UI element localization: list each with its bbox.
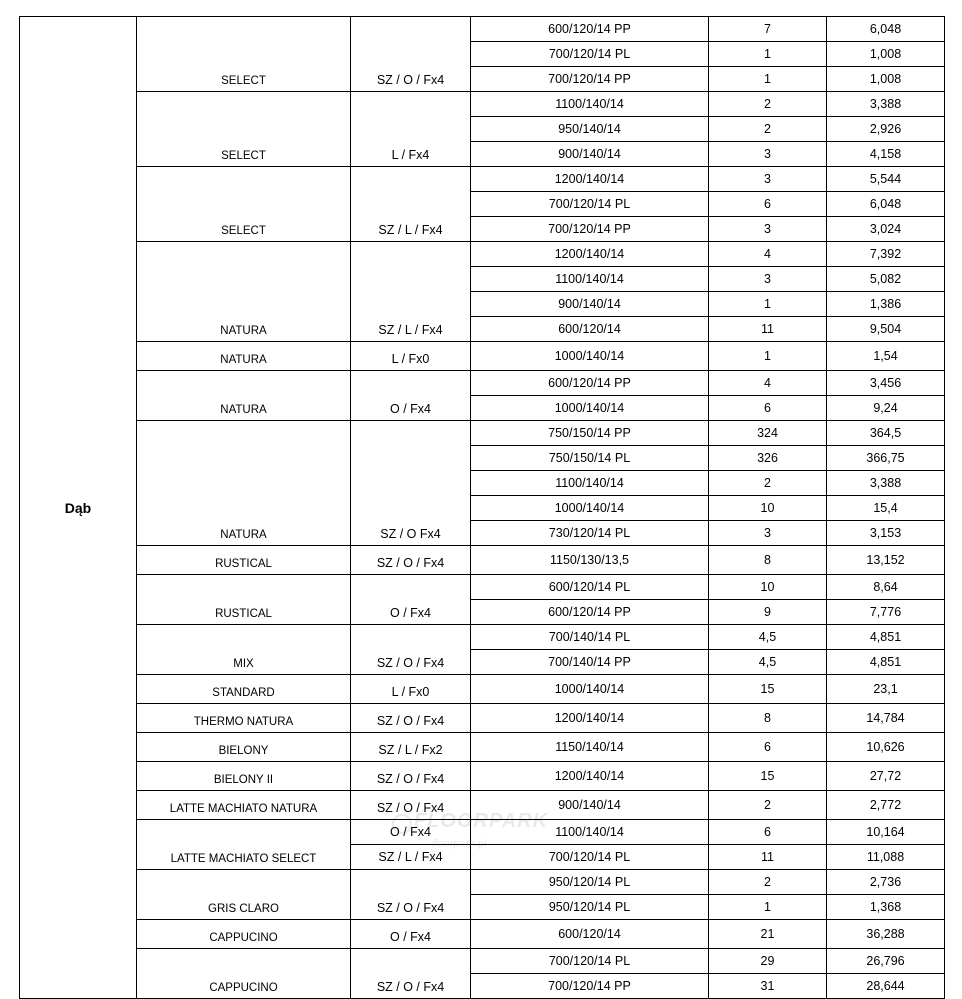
quantity-cell: 8 [709,704,827,733]
grade-cell: LATTE MACHIATO SELECT [137,820,351,870]
size-cell: 950/120/14 PL [471,895,709,920]
area-cell: 1,008 [827,42,945,67]
quantity-cell: 11 [709,845,827,870]
area-cell: 13,152 [827,546,945,575]
size-cell: 600/120/14 [471,920,709,949]
area-cell: 3,388 [827,471,945,496]
inventory-table-wrapper [19,16,944,994]
grade-cell: NATURA [137,342,351,371]
grade-cell: BIELONY II [137,762,351,791]
quantity-cell: 10 [709,496,827,521]
quantity-cell: 4,5 [709,625,827,650]
spec-cell: SZ / L / Fx4 [351,242,471,342]
grade-cell: THERMO NATURA [137,704,351,733]
grade-cell: SELECT [137,92,351,167]
size-cell: 1200/140/14 [471,242,709,267]
area-cell: 8,64 [827,575,945,600]
spec-cell: L / Fx4 [351,92,471,167]
table-row [20,371,945,396]
area-cell: 1,008 [827,67,945,92]
wood-type-cell: Dąb [20,17,137,999]
grade-cell: CAPPUCINO [137,920,351,949]
area-cell: 4,851 [827,650,945,675]
table-row [20,242,945,267]
grade-cell: NATURA [137,242,351,342]
grade-cell: NATURA [137,421,351,546]
size-cell: 600/120/14 [471,317,709,342]
spec-cell: SZ / O / Fx4 [351,625,471,675]
quantity-cell: 11 [709,317,827,342]
quantity-cell: 29 [709,949,827,974]
quantity-cell: 15 [709,675,827,704]
size-cell: 1000/140/14 [471,496,709,521]
size-cell: 950/140/14 [471,117,709,142]
table-row [20,546,945,575]
quantity-cell: 6 [709,192,827,217]
size-cell: 1150/130/13,5 [471,546,709,575]
spec-cell: SZ / L / Fx4 [351,845,471,870]
table-row [20,949,945,974]
size-cell: 600/120/14 PL [471,575,709,600]
spec-cell: O / Fx4 [351,820,471,845]
spec-cell: SZ / O / Fx4 [351,762,471,791]
quantity-cell: 6 [709,396,827,421]
table-row [20,167,945,192]
area-cell: 27,72 [827,762,945,791]
area-cell: 7,392 [827,242,945,267]
area-cell: 23,1 [827,675,945,704]
grade-cell: GRIS CLARO [137,870,351,920]
size-cell: 1100/140/14 [471,471,709,496]
size-cell: 1100/140/14 [471,820,709,845]
size-cell: 700/120/14 PP [471,217,709,242]
quantity-cell: 4 [709,242,827,267]
quantity-cell: 1 [709,895,827,920]
table-row [20,733,945,762]
area-cell: 6,048 [827,192,945,217]
size-cell: 1200/140/14 [471,762,709,791]
table-row [20,791,945,820]
size-cell: 600/120/14 PP [471,600,709,625]
area-cell: 3,456 [827,371,945,396]
size-cell: 900/140/14 [471,292,709,317]
area-cell: 9,24 [827,396,945,421]
table-row [20,675,945,704]
size-cell: 1000/140/14 [471,342,709,371]
size-cell: 1200/140/14 [471,704,709,733]
quantity-cell: 1 [709,342,827,371]
size-cell: 700/140/14 PP [471,650,709,675]
area-cell: 2,736 [827,870,945,895]
size-cell: 600/120/14 PP [471,371,709,396]
quantity-cell: 9 [709,600,827,625]
size-cell: 700/120/14 PP [471,67,709,92]
size-cell: 750/150/14 PP [471,421,709,446]
quantity-cell: 2 [709,117,827,142]
size-cell: 700/120/14 PL [471,949,709,974]
area-cell: 6,048 [827,17,945,42]
spec-cell: O / Fx4 [351,920,471,949]
table-row [20,820,945,845]
area-cell: 1,386 [827,292,945,317]
quantity-cell: 324 [709,421,827,446]
table-row [20,575,945,600]
spec-cell: SZ / O / Fx4 [351,949,471,999]
spec-cell: SZ / O / Fx4 [351,704,471,733]
size-cell: 700/120/14 PL [471,192,709,217]
area-cell: 2,772 [827,791,945,820]
quantity-cell: 8 [709,546,827,575]
spec-cell: SZ / O / Fx4 [351,546,471,575]
table-row [20,92,945,117]
quantity-cell: 2 [709,92,827,117]
area-cell: 1,368 [827,895,945,920]
grade-cell: RUSTICAL [137,575,351,625]
grade-cell: RUSTICAL [137,546,351,575]
grade-cell: LATTE MACHIATO NATURA [137,791,351,820]
quantity-cell: 21 [709,920,827,949]
size-cell: 700/120/14 PP [471,974,709,999]
quantity-cell: 6 [709,820,827,845]
area-cell: 3,388 [827,92,945,117]
area-cell: 366,75 [827,446,945,471]
quantity-cell: 1 [709,67,827,92]
size-cell: 1000/140/14 [471,675,709,704]
size-cell: 900/140/14 [471,791,709,820]
quantity-cell: 2 [709,870,827,895]
quantity-cell: 4 [709,371,827,396]
spec-cell: O / Fx4 [351,371,471,421]
grade-cell: BIELONY [137,733,351,762]
quantity-cell: 1 [709,292,827,317]
area-cell: 28,644 [827,974,945,999]
area-cell: 364,5 [827,421,945,446]
area-cell: 15,4 [827,496,945,521]
spec-cell: O / Fx4 [351,575,471,625]
area-cell: 10,626 [827,733,945,762]
area-cell: 3,153 [827,521,945,546]
inventory-table [19,16,945,999]
area-cell: 2,926 [827,117,945,142]
quantity-cell: 2 [709,791,827,820]
table-row [20,870,945,895]
quantity-cell: 3 [709,167,827,192]
size-cell: 900/140/14 [471,142,709,167]
spec-cell: L / Fx0 [351,342,471,371]
spec-cell: SZ / L / Fx4 [351,167,471,242]
table-row [20,762,945,791]
table-row [20,704,945,733]
table-row [20,421,945,446]
spec-cell: SZ / O / Fx4 [351,17,471,92]
quantity-cell: 3 [709,521,827,546]
grade-cell: NATURA [137,371,351,421]
area-cell: 14,784 [827,704,945,733]
size-cell: 1200/140/14 [471,167,709,192]
spec-cell: SZ / O / Fx4 [351,870,471,920]
quantity-cell: 31 [709,974,827,999]
table-row [20,17,945,42]
grade-cell: SELECT [137,17,351,92]
quantity-cell: 3 [709,142,827,167]
area-cell: 10,164 [827,820,945,845]
area-cell: 3,024 [827,217,945,242]
size-cell: 1100/140/14 [471,267,709,292]
area-cell: 36,288 [827,920,945,949]
quantity-cell: 10 [709,575,827,600]
size-cell: 700/120/14 PL [471,845,709,870]
area-cell: 26,796 [827,949,945,974]
area-cell: 9,504 [827,317,945,342]
spec-cell: SZ / O / Fx4 [351,791,471,820]
size-cell: 950/120/14 PL [471,870,709,895]
watermark-main-text: FLOORPARK [414,810,549,832]
size-cell: 700/140/14 PL [471,625,709,650]
watermark-sub-text: floorpark.pl [432,838,487,850]
quantity-cell: 15 [709,762,827,791]
grade-cell: CAPPUCINO [137,949,351,999]
size-cell: 1100/140/14 [471,92,709,117]
area-cell: 4,851 [827,625,945,650]
size-cell: 730/120/14 PL [471,521,709,546]
quantity-cell: 7 [709,17,827,42]
area-cell: 4,158 [827,142,945,167]
size-cell: 1150/140/14 [471,733,709,762]
spec-cell: SZ / O Fx4 [351,421,471,546]
grade-cell: SELECT [137,167,351,242]
area-cell: 5,082 [827,267,945,292]
grade-cell: MIX [137,625,351,675]
spec-cell: SZ / L / Fx2 [351,733,471,762]
area-cell: 7,776 [827,600,945,625]
grade-cell: STANDARD [137,675,351,704]
area-cell: 5,544 [827,167,945,192]
quantity-cell: 4,5 [709,650,827,675]
quantity-cell: 1 [709,42,827,67]
size-cell: 1000/140/14 [471,396,709,421]
area-cell: 1,54 [827,342,945,371]
table-row [20,625,945,650]
spec-cell: L / Fx0 [351,675,471,704]
size-cell: 700/120/14 PL [471,42,709,67]
size-cell: 600/120/14 PP [471,17,709,42]
table-row [20,920,945,949]
quantity-cell: 326 [709,446,827,471]
quantity-cell: 2 [709,471,827,496]
area-cell: 11,088 [827,845,945,870]
quantity-cell: 3 [709,217,827,242]
size-cell: 750/150/14 PL [471,446,709,471]
inventory-table-body [20,17,945,999]
quantity-cell: 6 [709,733,827,762]
quantity-cell: 3 [709,267,827,292]
table-row [20,342,945,371]
